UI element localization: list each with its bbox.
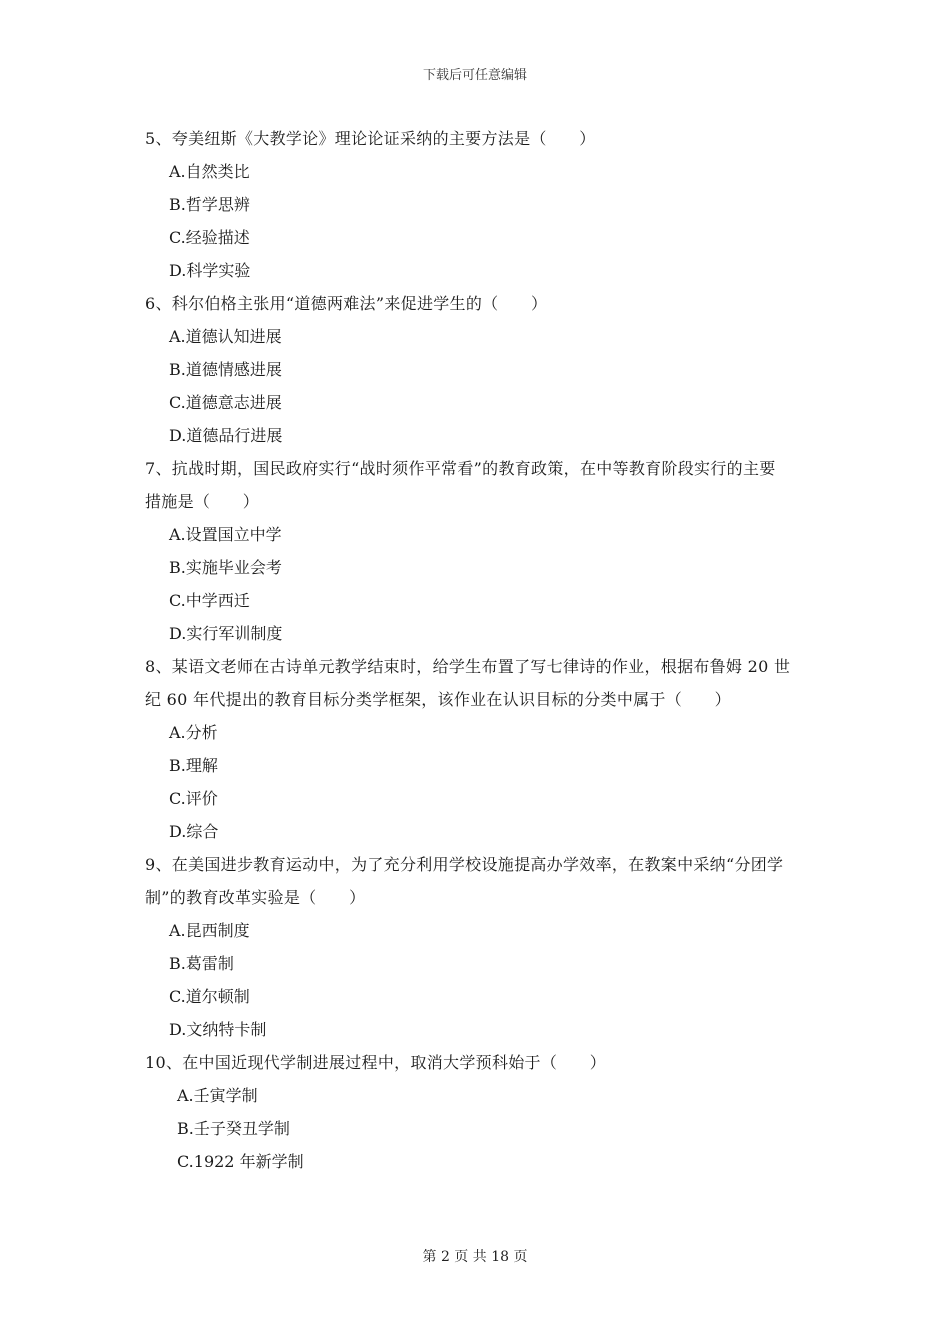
- option-c: C.道尔顿制: [169, 987, 250, 1006]
- page-footer: 第 2 页 共 18 页: [422, 1249, 528, 1265]
- question-6: [145, 287, 815, 452]
- question-text: 9、在美国进步教育运动中，为了充分利用学校设施提高办学效率，在教案中采纳“分团学: [145, 855, 784, 874]
- option-d: D.道德品行进展: [169, 426, 283, 445]
- question-text-continued: 纪 60 年代提出的教育目标分类学框架，该作业在认识目标的分类中属于（ ）: [145, 690, 731, 709]
- question-text: 6、科尔伯格主张用“道德两难法”来促进学生的（ ）: [145, 294, 548, 313]
- option-d: D.科学实验: [169, 261, 251, 280]
- question-list: [145, 122, 815, 1178]
- question-text-continued: 制”的教育改革实验是（ ）: [145, 888, 366, 907]
- option-d: D.文纳特卡制: [169, 1020, 267, 1039]
- option-a: A.设置国立中学: [169, 525, 282, 544]
- option-c: C.1922 年新学制: [177, 1152, 304, 1171]
- option-b: B.实施毕业会考: [169, 558, 282, 577]
- option-d: D.实行军训制度: [169, 624, 283, 643]
- question-8: [145, 650, 815, 848]
- question-5: [145, 122, 815, 287]
- option-b: B.哲学思辨: [169, 195, 250, 214]
- question-text: 10、在中国近现代学制进展过程中，取消大学预科始于（ ）: [145, 1053, 607, 1072]
- page-header: 下载后可任意编辑: [422, 68, 527, 83]
- option-c: C.经验描述: [169, 228, 250, 247]
- option-a: A.昆西制度: [169, 921, 250, 940]
- option-b: B.理解: [169, 756, 218, 775]
- option-a: A.分析: [169, 723, 218, 742]
- option-b: B.壬子癸丑学制: [177, 1119, 290, 1138]
- option-a: A.壬寅学制: [177, 1086, 258, 1105]
- option-d: D.综合: [169, 822, 219, 841]
- option-c: C.道德意志进展: [169, 393, 282, 412]
- question-7: [145, 452, 815, 650]
- option-c: C.评价: [169, 789, 218, 808]
- option-b: B.道德情感进展: [169, 360, 282, 379]
- option-c: C.中学西迁: [169, 591, 250, 610]
- option-b: B.葛雷制: [169, 954, 234, 973]
- option-a: A.道德认知进展: [169, 327, 282, 346]
- question-text: 5、夸美纽斯《大教学论》理论论证采纳的主要方法是（ ）: [145, 129, 596, 148]
- question-text: 8、某语文老师在古诗单元教学结束时，给学生布置了写七律诗的作业，根据布鲁姆 20 世: [145, 657, 791, 676]
- question-10: [145, 1046, 815, 1178]
- option-a: A.自然类比: [169, 162, 250, 181]
- question-text-continued: 措施是（ ）: [145, 492, 260, 511]
- question-text: 7、抗战时期，国民政府实行“战时须作平常看”的教育政策，在中等教育阶段实行的主要: [145, 459, 776, 478]
- question-9: [145, 848, 815, 1046]
